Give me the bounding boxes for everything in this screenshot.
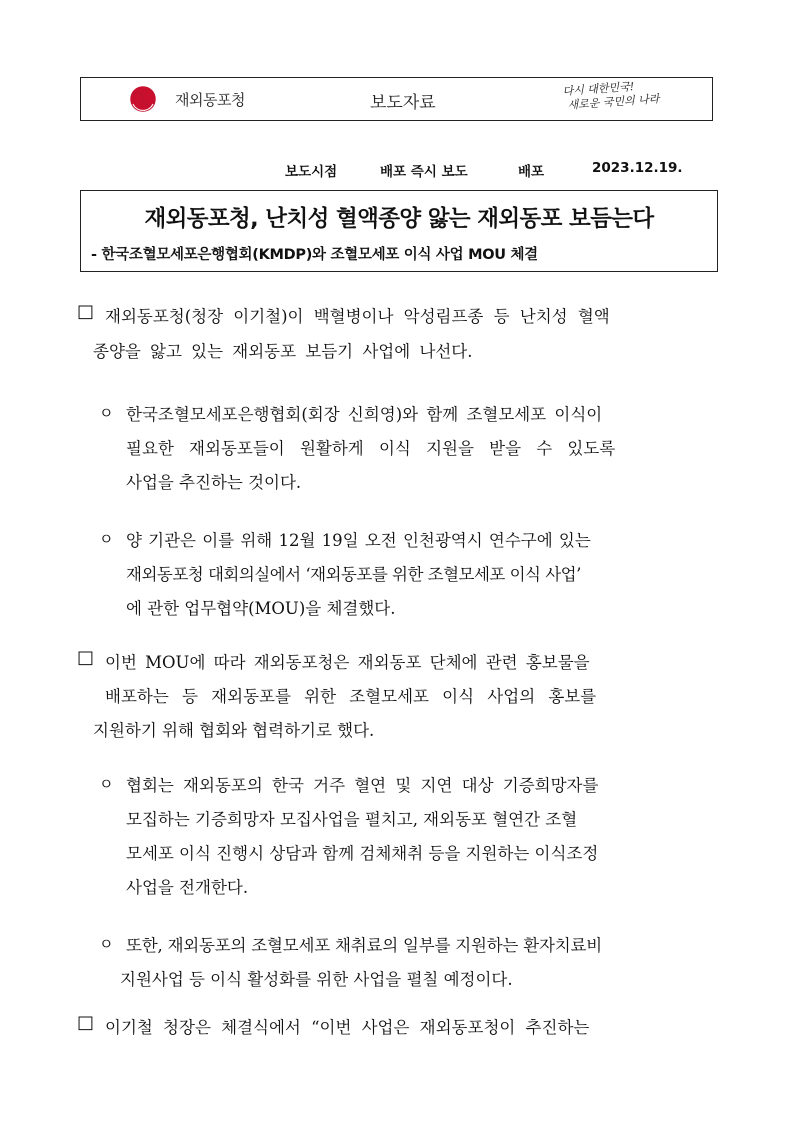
slogan — [562, 77, 679, 113]
release-timing: 배포 즉시 보도 — [380, 164, 468, 180]
document-type: 보도자료 — [370, 93, 436, 113]
paragraph-line: 한국조혈모세포은행협회(회장 신희영)와 함께 조혈모세포 이식이 — [126, 405, 603, 424]
release-label: 보도시점 — [285, 164, 338, 180]
government-logo-icon — [129, 85, 157, 113]
paragraph-line: 종양을 앓고 있는 재외동포 보듬기 사업에 나선다. — [93, 342, 473, 361]
agency-name: 재외동포청 — [175, 91, 245, 109]
circle-bullet-icon: ㅇ — [99, 935, 114, 953]
paragraph-line: 에 관한 업무협약(MOU)을 체결했다. — [126, 599, 396, 618]
headline-title: 재외동포청, 난치성 혈액종양 앓는 재외동포 보듬는다 — [144, 206, 654, 232]
paragraph-line: 지원사업 등 이식 활성화를 위한 사업을 펼칠 예정이다. — [120, 970, 513, 989]
paragraph-line: 필요한 재외동포들이 원활하게 이식 지원을 받을 수 있도록 — [126, 439, 616, 458]
headline-subtitle: - 한국조혈모세포은행협회(KMDP)와 조혈모세포 이식 사업 MOU 체결 — [91, 247, 538, 263]
release-date: 2023.12.19. — [592, 160, 683, 176]
paragraph-line: 이기철 청장은 체결식에서 “이번 사업은 재외동포청이 추진하는 — [105, 1018, 590, 1037]
square-bullet-icon: □ — [77, 301, 95, 322]
circle-bullet-icon: ㅇ — [99, 404, 114, 422]
circle-bullet-icon: ㅇ — [99, 530, 114, 548]
slogan-line-1: 다시 대한민국! — [562, 80, 635, 99]
paragraph-line: 협회는 재외동포의 한국 거주 혈연 및 지연 대상 기증희망자를 — [126, 776, 599, 795]
circle-bullet-icon: ㅇ — [99, 775, 114, 793]
paragraph-line: 모세포 이식 진행시 상담과 함께 검체채취 등을 지원하는 이식조정 — [126, 844, 599, 863]
paragraph-line: 지원하기 위해 협회와 협력하기로 했다. — [93, 721, 375, 740]
distribution-label: 배포 — [518, 164, 545, 180]
square-bullet-icon: □ — [77, 647, 95, 668]
paragraph-line: 재외동포청(청장 이기철)이 백혈병이나 악성림프종 등 난치성 혈액 — [105, 307, 610, 326]
paragraph-line: 또한, 재외동포의 조혈모세포 채취료의 일부를 지원하는 환자치료비 — [126, 936, 603, 955]
headline-box — [80, 190, 718, 272]
paragraph-line: 사업을 전개한다. — [126, 878, 249, 897]
paragraph-line: 재외동포청 대회의실에서 ‘재외동포를 위한 조혈모세포 이식 사업’ — [126, 565, 581, 584]
square-bullet-icon: □ — [77, 1012, 95, 1033]
paragraph-line: 양 기관은 이를 위해 12월 19일 오전 인천광역시 연수구에 있는 — [126, 531, 591, 550]
paragraph-line: 사업을 추진하는 것이다. — [126, 473, 302, 492]
paragraph-line: 모집하는 기증희망자 모집사업을 펼치고, 재외동포 혈연간 조혈 — [126, 810, 578, 829]
paragraph-line: 이번 MOU에 따라 재외동포청은 재외동포 단체에 관련 홍보물을 — [105, 653, 590, 672]
slogan-line-2: 새로운 국민의 나라 — [567, 92, 660, 112]
paragraph-line: 배포하는 등 재외동포를 위한 조혈모세포 이식 사업의 홍보를 — [105, 687, 597, 706]
press-release-header — [80, 77, 713, 121]
